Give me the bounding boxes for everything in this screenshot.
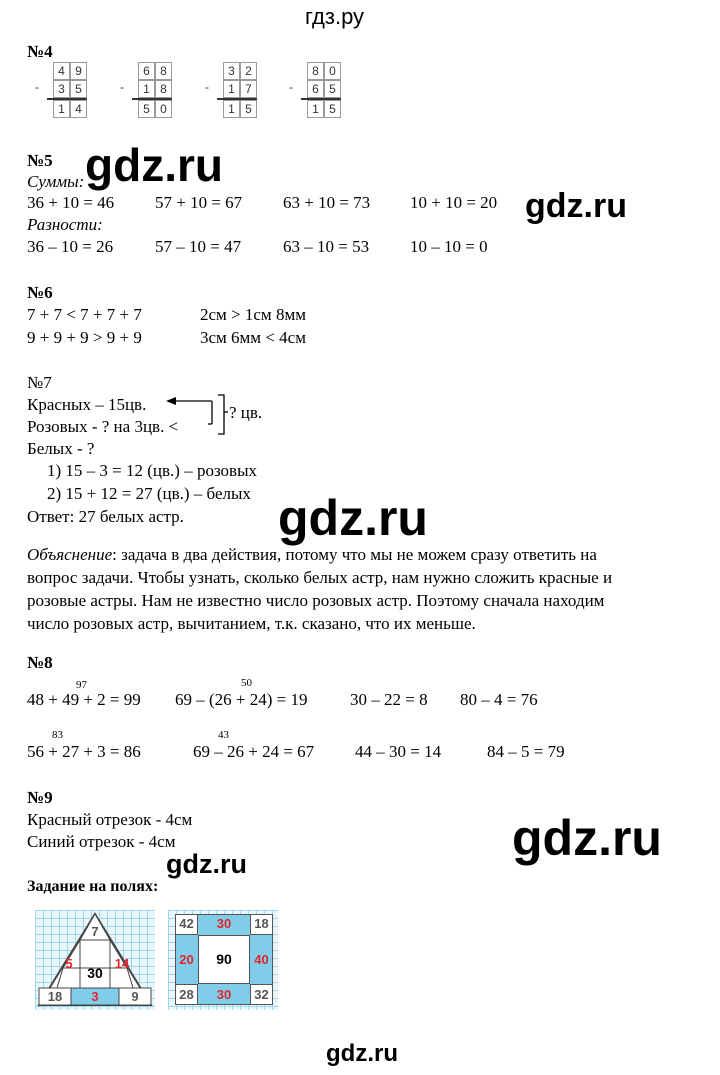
minus-sign: - [205,80,209,94]
explanation-line-2: вопрос задачи. Чтобы узнать, сколько белых астр, нам нужно сложить красные и [27,568,613,587]
subtraction-grid [287,62,342,116]
expr-2-3: 44 – 30 = 14 [355,742,442,761]
triangle-left: 5 [65,956,73,971]
triangle-puzzle [35,910,155,1010]
minus-sign: - [35,80,39,94]
result-line [132,98,172,100]
square-bottom-left: 28 [179,987,194,1002]
expr-2-4: 84 – 5 = 79 [487,742,565,761]
diff-label: Разности: [27,215,103,234]
grid-digit: 4 [53,62,70,80]
grid-digit: 8 [155,80,172,98]
triangle-top: 7 [91,924,99,939]
grid-digit: 0 [155,100,172,118]
sum-1: 36 + 10 = 46 [27,193,115,212]
sum-3: 63 + 10 = 73 [283,193,371,212]
grid-digit: 9 [70,62,87,80]
comparison-arrow [160,392,240,442]
grid-digit: 5 [240,100,257,118]
measure-1: 2см > 1см 8мм [200,305,306,324]
result-line [217,98,257,100]
grid-digit: 6 [307,80,324,98]
expr-2-1: 56 + 27 + 3 = 86 [27,742,141,761]
minus-sign: - [289,80,293,94]
partial-sum-3: 83 [52,729,63,741]
expr-1-4: 80 – 4 = 76 [460,690,538,709]
expr-1-2: 69 – (26 + 24) = 19 [175,690,308,709]
step-2: 2) 15 + 12 = 27 (цв.) – белых [47,484,251,503]
square-bottom-right: 32 [254,987,269,1002]
square-top: 30 [216,916,232,931]
triangle-center: 30 [87,965,103,981]
result-line [47,98,87,100]
explanation-line-1: : задача в два действия, потому что мы не можем сразу ответить на [112,545,597,564]
pink-flowers: Розовых - ? на 3цв. < [27,417,179,436]
grid-digit: 1 [223,80,240,98]
diff-1: 36 – 10 = 26 [27,237,114,256]
task7-title: №7 [27,373,52,392]
square-right: 40 [254,952,269,967]
watermark: gdz.ru [278,490,428,546]
explanation [27,543,612,635]
sums-label: Суммы: [27,172,85,191]
grid-digit: 1 [307,100,324,118]
diff-2: 57 – 10 = 47 [155,237,242,256]
diff-4: 10 – 10 = 0 [410,237,488,256]
grid-digit: 5 [324,100,341,118]
expr-1-1: 48 + 49 + 2 = 99 [27,690,141,709]
grid-digit: 3 [53,80,70,98]
blue-segment: Синий отрезок - 4см [27,832,176,851]
explanation-label: Объяснение [27,545,113,564]
explanation-line-4: число розовых астр, вычитанием, т.к. сказано, что их меньше. [27,614,476,633]
grid-digit: 1 [53,100,70,118]
grid-digit: 7 [240,80,257,98]
square-puzzle [168,910,278,1010]
grid-digit: 2 [240,62,257,80]
watermark: gdz.ru [525,187,627,225]
result-line [301,98,341,100]
watermark: gdz.ru [326,1040,398,1067]
grid-digit: 1 [138,80,155,98]
grid-digit: 5 [138,100,155,118]
grid-digit: 4 [70,100,87,118]
grid-digit: 5 [324,80,341,98]
grid-digit: 6 [138,62,155,80]
partial-sum-2: 50 [241,677,252,689]
grid-digit: 0 [324,62,341,80]
subtraction-grid [33,62,88,116]
square-bottom: 30 [216,987,232,1002]
red-flowers: Красных – 15цв. [27,395,147,414]
square-top-left: 42 [179,916,194,931]
square-left: 20 [179,952,194,967]
watermark: gdz.ru [85,139,223,191]
explanation-line-3: розовые астры. Нам не известно число розовых астр. Поэтому сначала находим [27,591,605,610]
task4-title: №4 [27,42,53,61]
measure-2: 3см 6мм < 4см [200,328,306,347]
triangle-bottom-right: 9 [131,989,139,1004]
sum-4: 10 + 10 = 20 [410,193,498,212]
diff-3: 63 – 10 = 53 [283,237,370,256]
grid-digit: 5 [70,80,87,98]
total-flowers: ? цв. [229,403,263,422]
white-flowers: Белых - ? [27,439,95,458]
triangle-bottom-left: 18 [47,989,63,1004]
expr-1-3: 30 – 22 = 8 [350,690,428,709]
square-top-right: 18 [254,916,269,931]
sum-2: 57 + 10 = 67 [155,193,243,212]
subtraction-grid [118,62,173,116]
triangle-right: 14 [114,956,130,971]
expr-2-2: 69 – 26 + 24 = 67 [193,742,315,761]
task8-title: №8 [27,653,53,672]
red-segment: Красный отрезок - 4см [27,810,193,829]
square-center: 90 [216,951,232,967]
grid-digit: 8 [155,62,172,80]
step-1: 1) 15 – 3 = 12 (цв.) – розовых [47,461,258,480]
watermark: gdz.ru [166,849,247,879]
triangle-bottom: 3 [91,989,99,1004]
grid-digit: 3 [223,62,240,80]
partial-sum-4: 43 [218,729,229,741]
partial-sum-1: 97 [76,679,87,691]
answer: Ответ: 27 белых астр. [27,507,184,526]
grid-digit: 1 [223,100,240,118]
watermark: gdz.ru [512,810,662,866]
compare-1: 7 + 7 < 7 + 7 + 7 [27,305,142,324]
minus-sign: - [120,80,124,94]
task6-title: №6 [27,283,53,302]
site-header: гдз.ру [305,4,365,29]
grid-digit: 8 [307,62,324,80]
task9-title: №9 [27,788,53,807]
margin-task-title: Задание на полях: [27,878,159,895]
task5-title: №5 [27,151,53,170]
compare-2: 9 + 9 + 9 > 9 + 9 [27,328,142,347]
subtraction-grid [203,62,258,116]
